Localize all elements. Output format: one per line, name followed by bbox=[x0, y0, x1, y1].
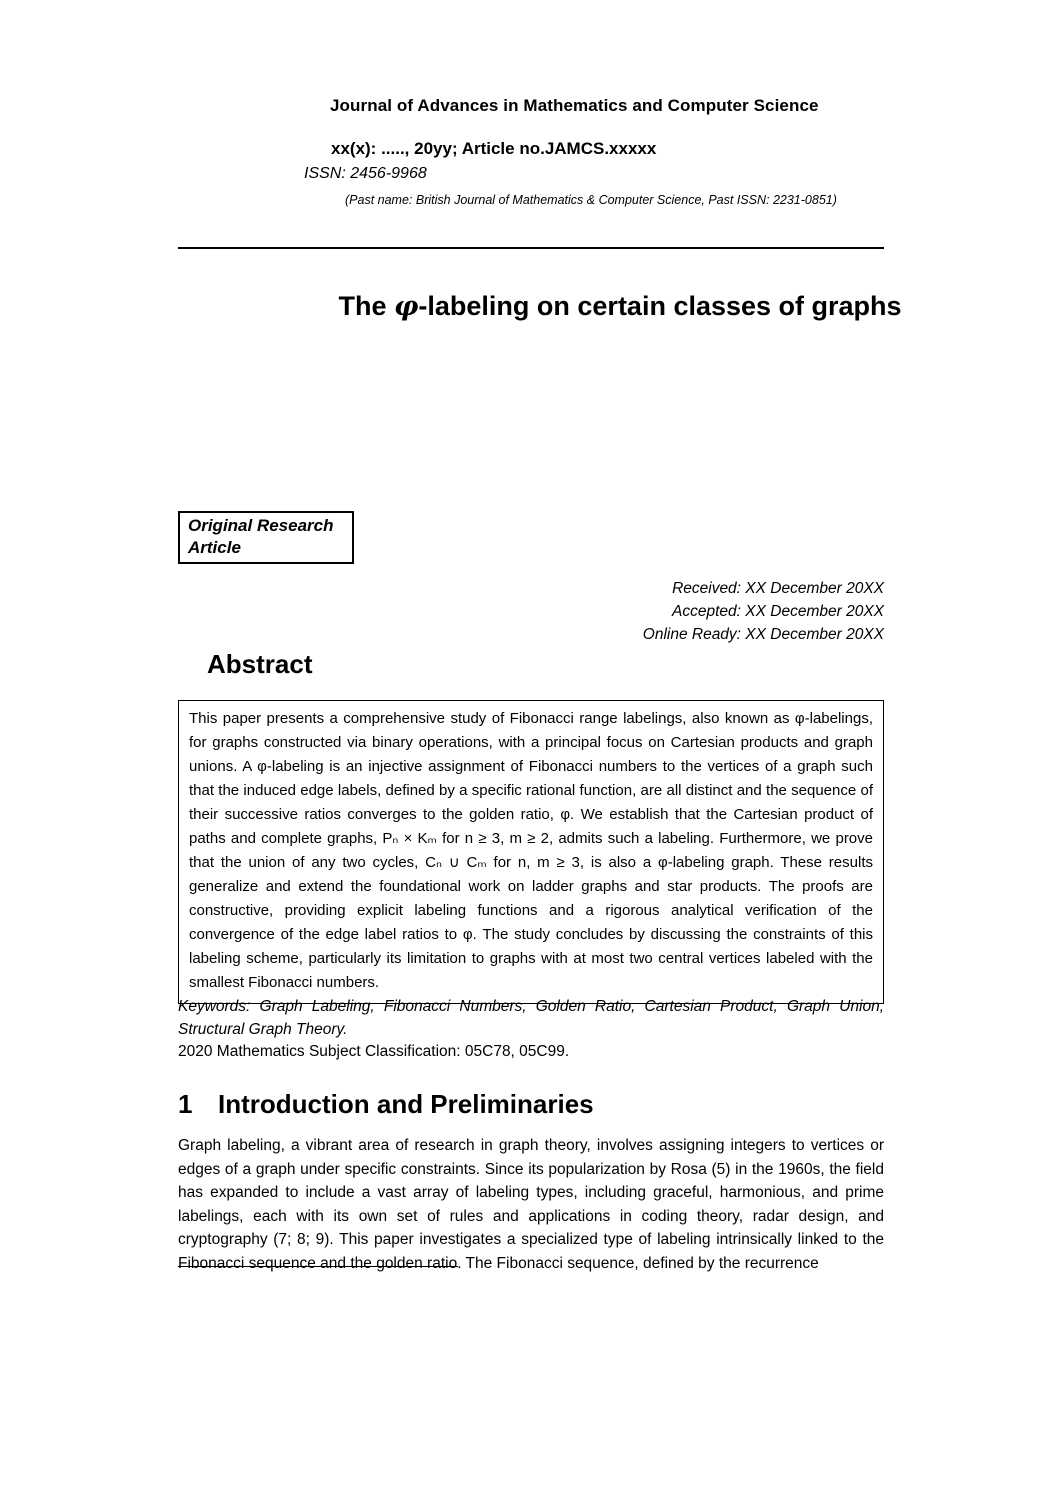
dates-block bbox=[643, 577, 884, 646]
header-rule bbox=[178, 247, 884, 249]
issue-line: xx(x): ....., 20yy; Article no.JAMCS.xxxxx bbox=[331, 139, 657, 158]
section-title: Introduction and Preliminaries bbox=[218, 1089, 594, 1119]
keywords-line: Keywords: Graph Labeling, Fibonacci Numbers, Golden Ratio, Cartesian Product, Graph Union, Structural Graph Theory. bbox=[178, 998, 884, 1038]
section-number: 1 bbox=[178, 1089, 193, 1119]
abstract-text: This paper presents a comprehensive study of Fibonacci range labelings, also known as φ-labelings, for graphs constructed via binary operations, with a principal focus on Cartesian products and graph unions. A φ-labeling is an injective assignment of Fibonacci numbers to the vertices of a graph such that the induced edge labels, defined by a specific rational function, are all distinct and the sequence of their successive ratios converges to the golden ratio, φ. We establish that the Cartesian product of paths and complete graphs, Pₙ × Kₘ for n ≥ 3, m ≥ 2, admits such a labeling. Furthermore, we prove that the union of any two cycles, Cₙ ∪ Cₘ for n, m ≥ 3, is also a φ-labeling graph. These results generalize and extend the foundational work on ladder graphs and star products. The proofs are constructive, providing explicit labeling functions and a rigorous analytical verification of the convergence of the edge label ratios to φ. The study concludes by discussing the constraints of this labeling scheme, particularly its limitation to graphs with at most two central vertices labeled with the smallest Fibonacci numbers. bbox=[189, 710, 873, 991]
phi-symbol: φ bbox=[393, 291, 419, 322]
msc-line: 2020 Mathematics Subject Classification: 05C78, 05C99. bbox=[178, 1043, 570, 1060]
received-date: Received: XX December 20XX bbox=[672, 580, 884, 597]
journal-name: Journal of Advances in Mathematics and Computer Science bbox=[330, 96, 819, 115]
footnote-rule bbox=[178, 1266, 458, 1267]
article-type-badge bbox=[178, 511, 354, 564]
abstract-heading: Abstract bbox=[207, 649, 313, 679]
section-heading bbox=[178, 1089, 594, 1120]
abstract-box bbox=[178, 700, 884, 1004]
past-name-line: (Past name: British Journal of Mathematics & Computer Science, Past ISSN: 2231-0851) bbox=[345, 193, 837, 207]
title-text-pre: The bbox=[338, 291, 394, 321]
issn-line: ISSN: 2456-9968 bbox=[304, 165, 427, 182]
accepted-date: Accepted: XX December 20XX bbox=[672, 603, 884, 620]
online-ready-date: Online Ready: XX December 20XX bbox=[642, 626, 884, 643]
article-type-label: Original Research Article bbox=[188, 516, 334, 557]
title-text-post: -labeling on certain classes of graphs bbox=[418, 291, 902, 321]
intro-paragraph: Graph labeling, a vibrant area of research in graph theory, involves assigning integers to vertices or edges of a graph under specific constraints. Since its popularization by Rosa (5) in the 1960s, the field has expanded to include a vast array of labeling types, including graceful, harmonious, and prime labelings, each with its own set of rules and applications in coding theory, radar design, and cryptography (7; 8; 9). This paper investigates a specialized type of labeling intrinsically linked to the Fibonacci sequence and the golden ratio. The Fibonacci sequence, defined by the recurrence bbox=[178, 1137, 884, 1272]
paper-title bbox=[338, 291, 901, 322]
